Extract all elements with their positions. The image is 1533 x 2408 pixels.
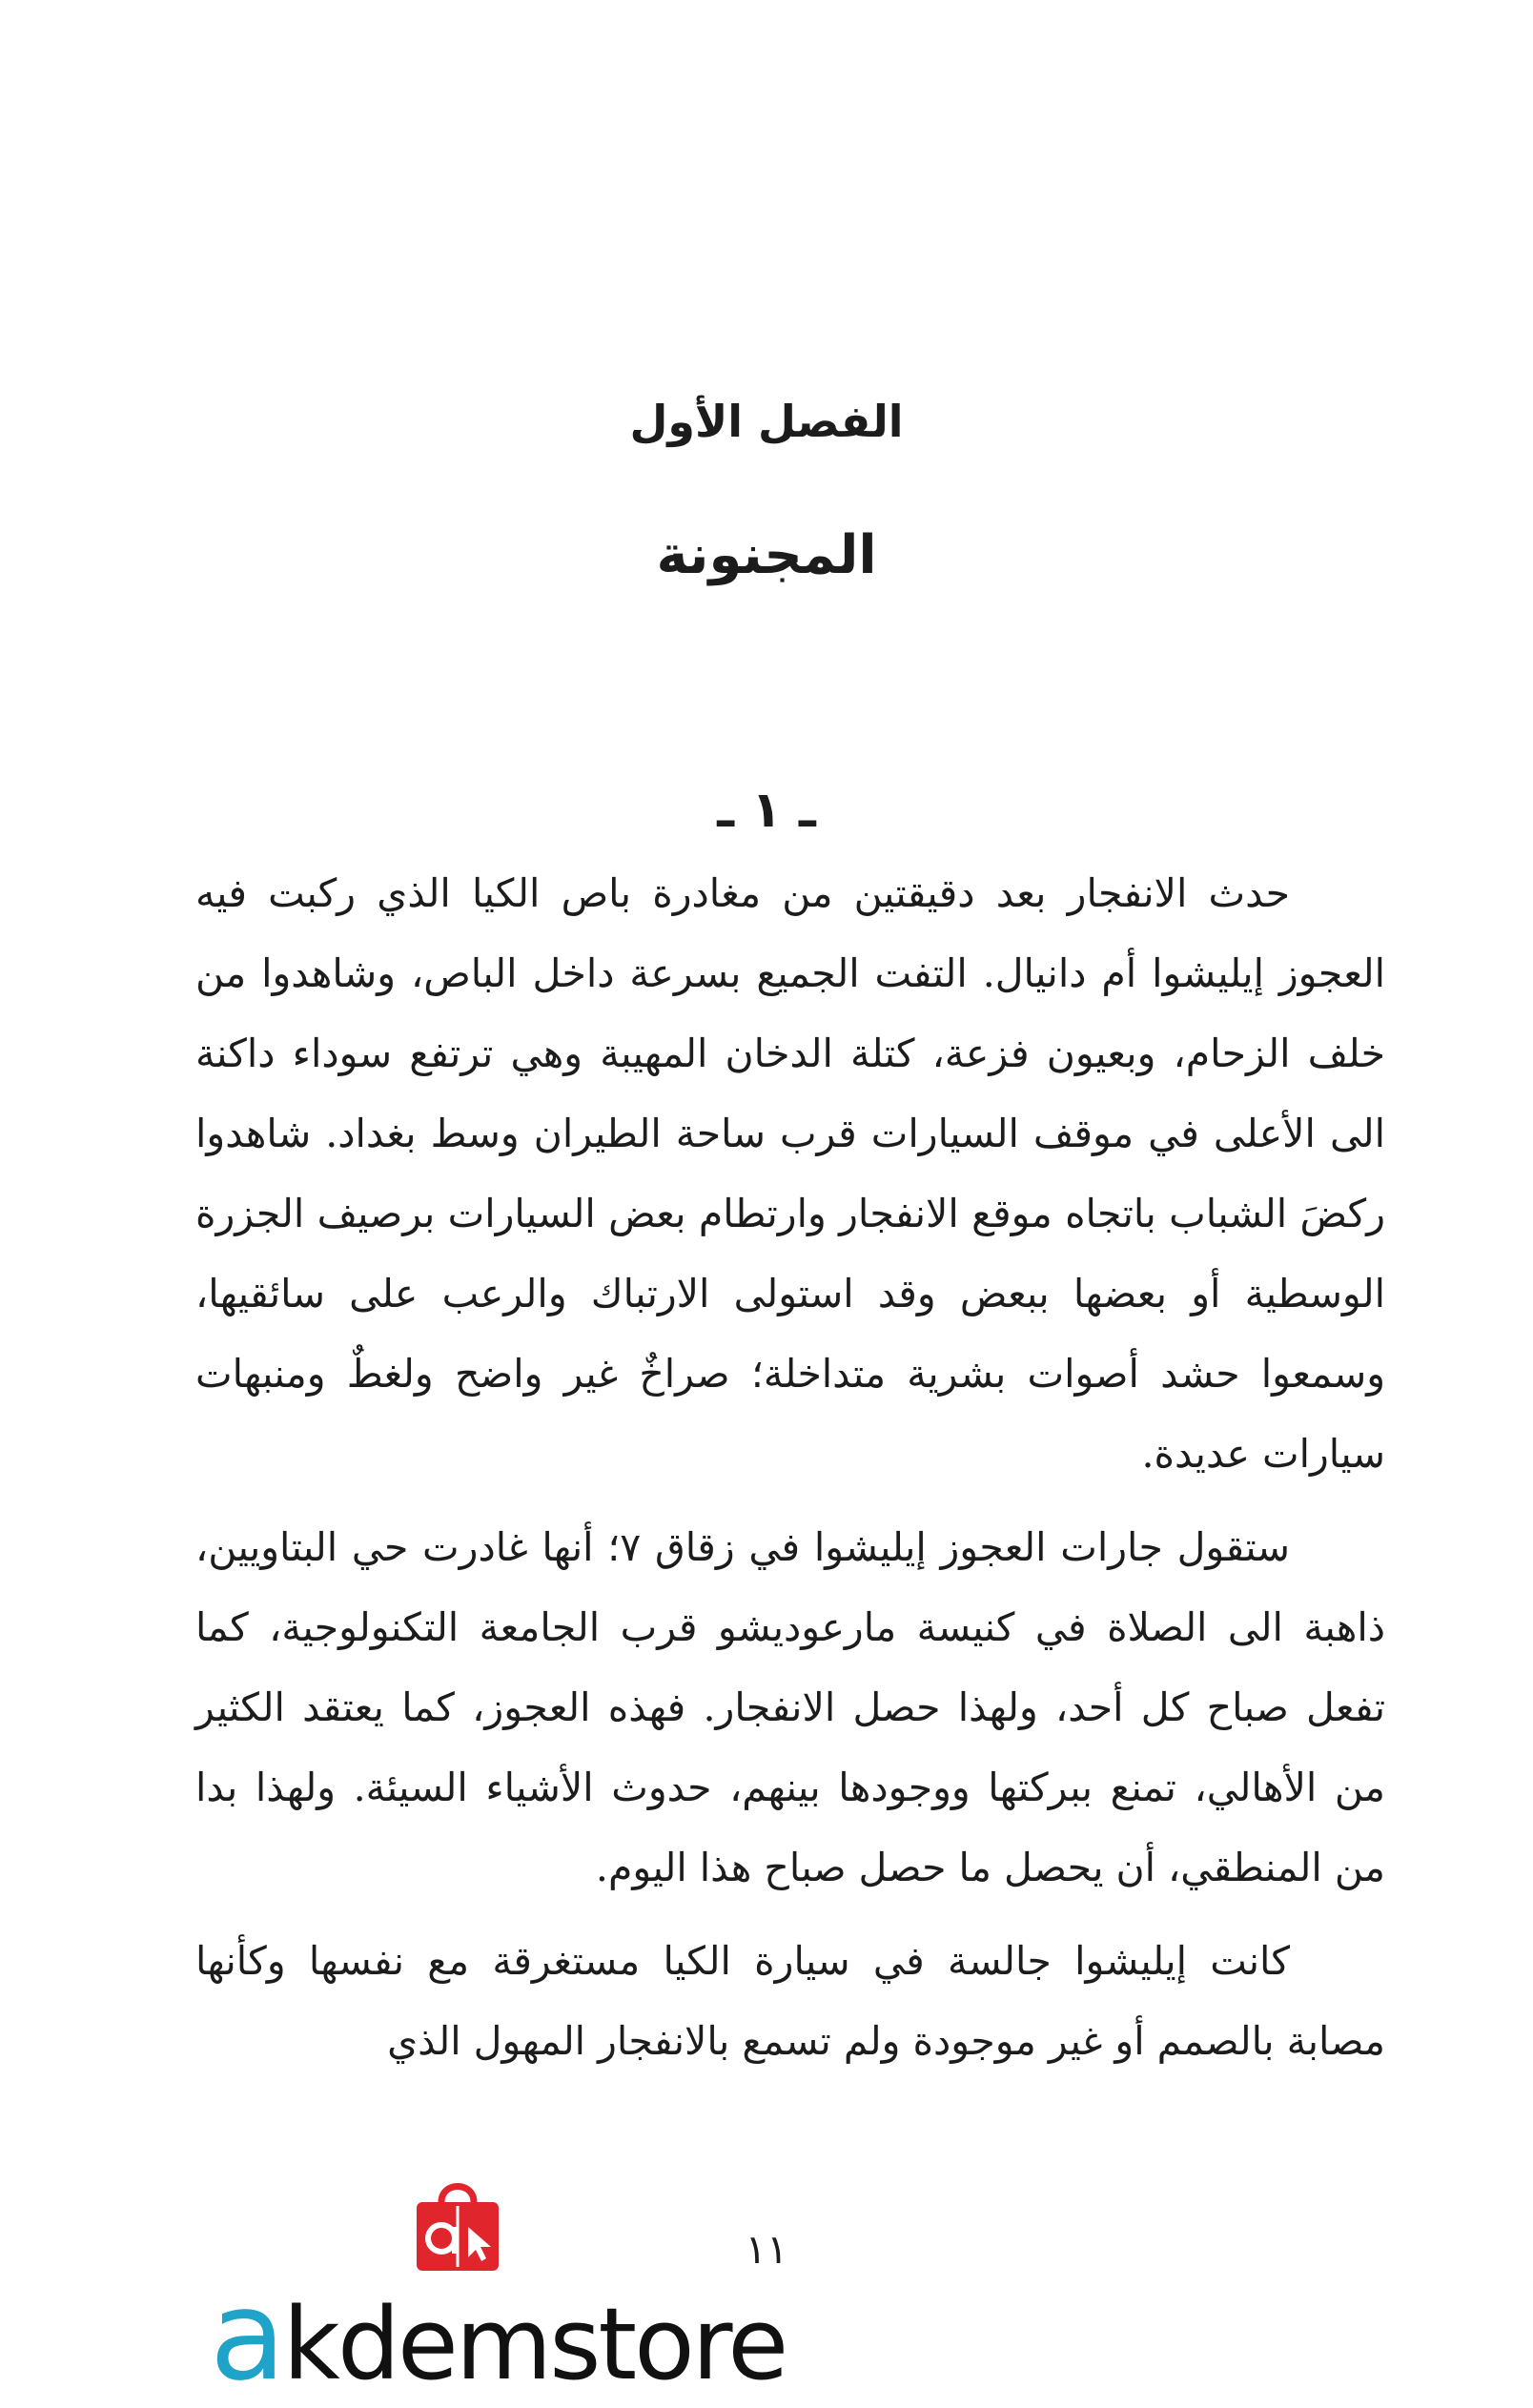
chapter-title: المجنونة (656, 524, 877, 586)
paragraph-3: كانت إيليشوا جالسة في سيارة الكيا مستغرقة مع نفسها وكأنها مصابة بالصمم أو غير موجودة ولم تسمع بالانفجار المهول الذي (195, 1938, 1385, 2064)
chapter-label: الفصل الأول (629, 396, 904, 447)
body-text (195, 853, 1385, 2094)
paragraph-2: ستقول جارات العجوز إيليشوا في زقاق ٧؛ أنها غادرت حي البتاويين، ذاهبة الى الصلاة في كنيسة مارعوديشو قرب الجامعة التكنولوجية، كما تفعل صباح كل أحد، ولهذا حصل الانفجار. فهذه العجوز، كما يعتقد الكثير من الأهالي، تمنع ببركتها ووجودها بينهم، حدوث الأشياء السيئة. ولهذا بدا من المنطقي، أن يحصل ما حصل صباح هذا اليوم. (195, 1524, 1385, 1890)
paragraph-1: حدث الانفجار بعد دقيقتين من مغادرة باص الكيا الذي ركبت فيه العجوز إيليشوا أم دانيال. التفت الجميع بسرعة داخل الباص، وشاهدوا من خلف الزحام، وبعيون فزعة، كتلة الدخان المهيبة وهي ترتفع سوداء داكنة الى الأعلى في موقف السيارات قرب ساحة الطيران وسط بغداد. شاهدوا ركضَ الشباب باتجاه موقع الانفجار وارتطام بعض السيارات برصيف الجزرة الوسطية أو بعضها ببعض وقد استولى الارتباك والرعب على سائقيها، وسمعوا حشد أصوات بشرية متداخلة؛ صراخٌ غير واضح ولغطٌ ومنبهات سيارات عديدة. (195, 870, 1385, 1477)
book-cart-logo-icon (405, 2173, 510, 2278)
section-number: ـ ١ ـ (717, 782, 816, 839)
brand-text: akdemstore (210, 2263, 787, 2408)
page-number: ١١ (745, 2226, 788, 2273)
